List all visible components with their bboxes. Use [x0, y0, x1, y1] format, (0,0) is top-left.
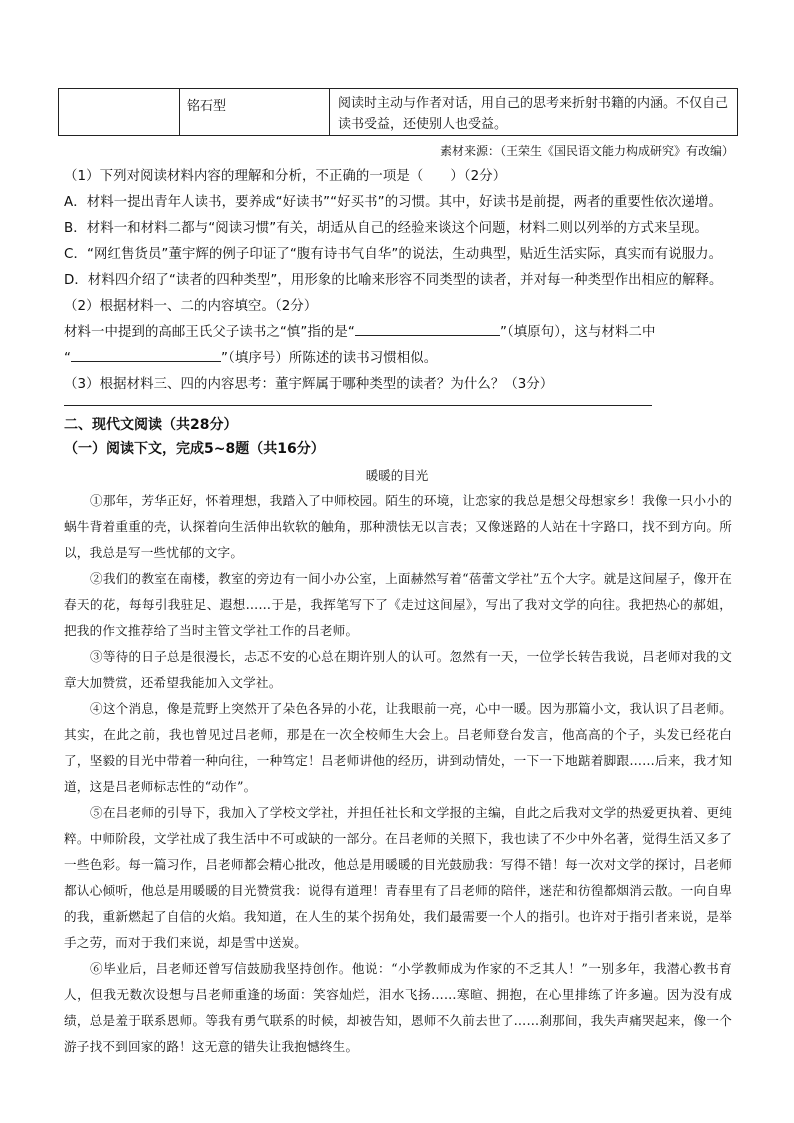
table-cell-type: [179, 89, 330, 135]
q3-stem: （3）根据材料三、四的内容思考：董宇辉属于哪种类型的读者？为什么？（3分）: [64, 377, 554, 392]
q1-option-d: D．材料四介绍了“读者的四种类型”，用形象的比喻来形容不同类型的读者，并对每一种类型作出相应的解释。: [64, 273, 723, 288]
q2-line1-text-b: ”（填原句），这与材料二中: [499, 325, 656, 340]
section-heading: 二、现代文阅读（共28分）: [64, 417, 238, 433]
answer-blank-1[interactable]: [355, 321, 500, 336]
paragraph-1: ①那年，芳华正好，怀着理想，我踏入了中师校园。陌生的环境，让恋家的我总是想父母想家乡！我像一只小小的蜗牛背着重重的壳，认探着向生活伸出软软的触角，那种溃怯无以言表；又像迷路的人站在十字路口，找不到方向。所以，我总是写一些忧郁的文字。: [64, 493, 732, 560]
answer-blank-2[interactable]: [71, 347, 221, 362]
paragraph-2: ②我们的教室在南楼，教室的旁边有一间小办公室，上面赫然写着“蓓蕾文学社”五个大字。就是这间屋子，像开在春天的花，每每引我驻足、遐想……于是，我挥笔写下了《走过这间屋》，写出了我对文学的向往。我把热心的郝姐，把我的作文推荐给了当时主管文学社工作的吕老师。: [64, 571, 732, 638]
q2-stem: （2）根据材料一、二的内容填空。（2分）: [64, 299, 318, 314]
source-note: 素材来源：（王荣生《国民语文能力构成研究》有改编）: [439, 144, 734, 158]
q2-line2-text-a: “: [64, 351, 72, 366]
type-description: 阅读时主动与作者对话，用自己的思考来折射书籍的内涵。不仅自己读书受益，还使别人也受益。: [338, 96, 729, 132]
paragraph-5: ⑤在吕老师的引导下，我加入了学校文学社，并担任社长和文学报的主编，自此之后我对文学的热爱更执着、更纯粹。中师阶段，文学社成了我生活中不可或缺的一部分。在吕老师的关照下，我也读了不少中外名著，觉得生活又多了一些色彩。每一篇习作，吕老师都会精心批改，他总是用暖暖的目光鼓励我：写得不错！每一次对文学的探讨，吕老师都认心倾听，他总是用暖暖的目光赞赏我：说得有道理！青春里有了吕老师的陪伴，迷茫和彷徨都烟消云散。一向自卑的我，重新燃起了自信的火焰。我知道，在人生的某个拐角处，我们最需要一个人的指引。也许对于指引者来说，是举手之劳，而对于我们来说，却是雪中送炭。: [64, 805, 732, 950]
reader-type-table: [58, 88, 738, 136]
q1-option-a: A．材料一提出青年人读书，要养成“好读书”“好买书”的习惯。其中，好读书是前提，两者的重要性依次递增。: [64, 195, 722, 210]
table-cell-empty: [59, 89, 180, 135]
paragraph-3: ③等待的日子总是很漫长，忐忑不安的心总在期许别人的认可。忽然有一天，一位学长转告我说，吕老师对我的文章大加赞赏，还希望我能加入文学社。: [64, 649, 732, 690]
section-subheading: （一）阅读下文，完成5~8题（共16分）: [64, 441, 325, 457]
q1-option-c: C．“网红售货员”董宇辉的例子印证了“腹有诗书气自华”的说法，生动典型，贴近生活实际，真实而有说服力。: [64, 247, 723, 262]
paragraph-4: ④这个消息，像是荒野上突然开了朵色各异的小花，让我眼前一亮，心中一暖。因为那篇小文，我认识了吕老师。其实，在此之前，我也曾见过吕老师，那是在一次全校师生大会上。吕老师登台发言，他高高的个子，头发已经花白了，坚毅的目光中带着一种向往，一种笃定！吕老师讲他的经历，讲到动情处，一下一下地踮着脚跟……后来，我才知道，这是吕老师标志性的“动作”。: [64, 701, 732, 794]
q2-line1-text-a: 材料一中提到的高邮王氏父子读书之“慎”指的是“: [64, 325, 355, 340]
q1-stem: （1）下列对阅读材料内容的理解和分析，不正确的一项是（ ）（2分）: [64, 169, 507, 184]
q2-line2: [64, 347, 437, 366]
answer-line[interactable]: [64, 405, 652, 406]
article-title: 暖暖的目光: [365, 468, 429, 483]
q2-line1: [64, 321, 655, 340]
q2-line2-text-b: ”（填序号）所陈述的读书习惯相似。: [221, 351, 438, 366]
q1-option-b: B．材料一和材料二都与“阅读习惯”有关，胡适从自己的经验来谈这个问题，材料二则以列举的方式来呈现。: [64, 221, 708, 236]
type-label: 铭石型: [187, 99, 227, 114]
paragraph-6: ⑥毕业后，吕老师还曾写信鼓励我坚持创作。他说：“小学教师成为作家的不乏其人！”一别多年，我潜心教书育人，但我无数次设想与吕老师重逢的场面：笑容灿烂，泪水飞扬……寒暄、拥抱，在心里排练了许多遍。因为没有成绩，总是羞于联系恩师。等我有勇气联系的时候，却被告知，恩师不久前去世了……刹那间，我失声痛哭起来，像一个游子找不到回家的路！这无意的错失让我抱憾终生。: [64, 961, 732, 1054]
